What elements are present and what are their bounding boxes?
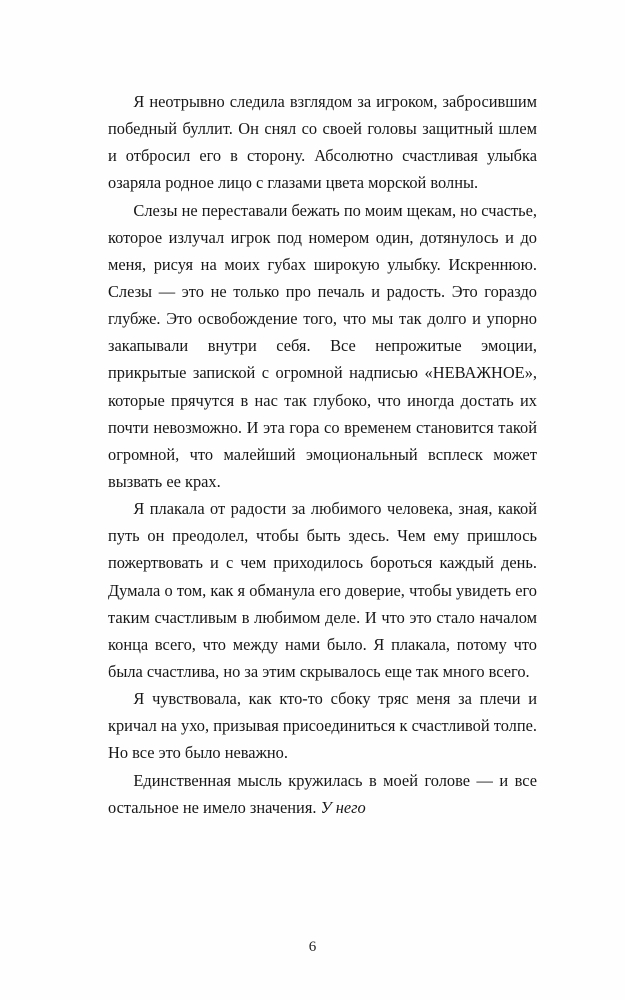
paragraph-2: Слезы не переставали бежать по моим щекам, но счастье, которое излучал игрок под номером один, дотянулось и до меня, рисуя на моих губах широкую улыбку. Искреннюю. Слезы — это не только про печаль и радость. Это гораздо глубже. Это освобождение того, что мы так долго и упорно закапывали внутри себя. Все непрожитые эмоции, прикрытые запиской с огромной надписью «НЕВАЖНОЕ», которые прячутся в нас так глубоко, что иногда достать их почти невозможно. И эта гора со временем становится такой огромной, что малейший эмоциональный всплеск может вызвать ее крах.: [108, 200, 538, 491]
page-number: 6: [308, 939, 317, 955]
paragraph-3: Я плакала от радости за любимого человека, зная, какой путь он преодолел, чтобы быть здесь. Чем ему пришлось пожертвовать и с чем приходилось бороться каждый день. Думала о том, как я обманула его доверие, чтобы увидеть его таким счастливым в любимом деле. И что это стало началом конца всего, что между нами было. Я плакала, потому что была счастлива, но за этим скрывалось еще так много всего.: [108, 499, 537, 681]
paragraph-1: Я неотрывно следила взглядом за игроком, забросившим победный буллит. Он снял со своей головы защитный шлем и отбросил его в сторону. Абсолютно счастливая улыбка озаряла родное лицо с глазами цвета морской волны.: [108, 92, 537, 193]
paragraph-5: [108, 767, 537, 821]
paragraph-5-italic-phrase: У него: [320, 797, 366, 817]
paragraph-4: Я чувствовала, как кто-то сбоку тряс меня за плечи и кричал на ухо, призывая присоединиться к счастливой толпе. Но все это было неважно.: [108, 689, 537, 763]
paragraph-5-text: Единственная мысль кружилась в моей голове — и все остальное не имело значения.: [108, 770, 537, 817]
page-body-text: [108, 88, 537, 821]
